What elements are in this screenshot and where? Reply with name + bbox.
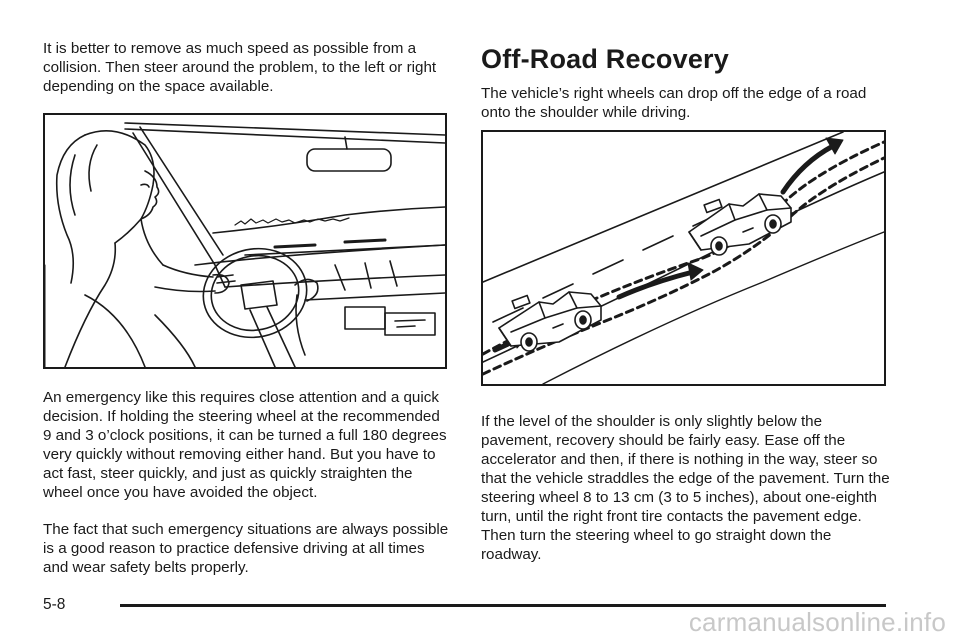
vehicle-recovery-drawing xyxy=(483,132,884,384)
shoulder-drop-paragraph: The vehicle’s right wheels can drop off the edge of a road onto the shoulder while driving. xyxy=(481,85,867,121)
site-watermark: carmanualsonline.info xyxy=(688,607,946,637)
driver-steering-drawing xyxy=(45,115,445,367)
section-heading: Off-Road Recovery xyxy=(481,44,729,74)
driver-illustration xyxy=(43,113,447,369)
emergency-paragraph: An emergency like this requires close attention and a quick decision. If holding the steering wheel at the recommended 9 and 3 o’clock positions, it can be turned a full 180 degrees very quickly without removing either hand. But you have to act fast, steer quickly, and just as quickly straighten the wheel once you have avoided the object. xyxy=(43,389,447,501)
intro-paragraph: It is better to remove as much speed as possible from a collision. Then steer around the problem, to the left or right depending on the space available. xyxy=(43,40,437,95)
off-road-recovery-illustration xyxy=(481,130,886,386)
defensive-driving-paragraph: The fact that such emergency situations are always possible is a good reason to practice defensive driving at all times and wear safety belts properly. xyxy=(43,521,449,576)
page-number: 5-8 xyxy=(43,596,66,613)
recovery-paragraph: If the level of the shoulder is only slightly below the pavement, recovery should be fairly easy. Ease off the accelerator and then, if there is nothing in the way, steer so that the vehicle straddles the edge of the pavement. Turn the steering wheel 8 to 13 cm (3 to 5 inches), about one-eighth turn, until the right front tire contacts the pavement edge. Then turn the steering wheel to go straight down the roadway. xyxy=(481,413,890,563)
